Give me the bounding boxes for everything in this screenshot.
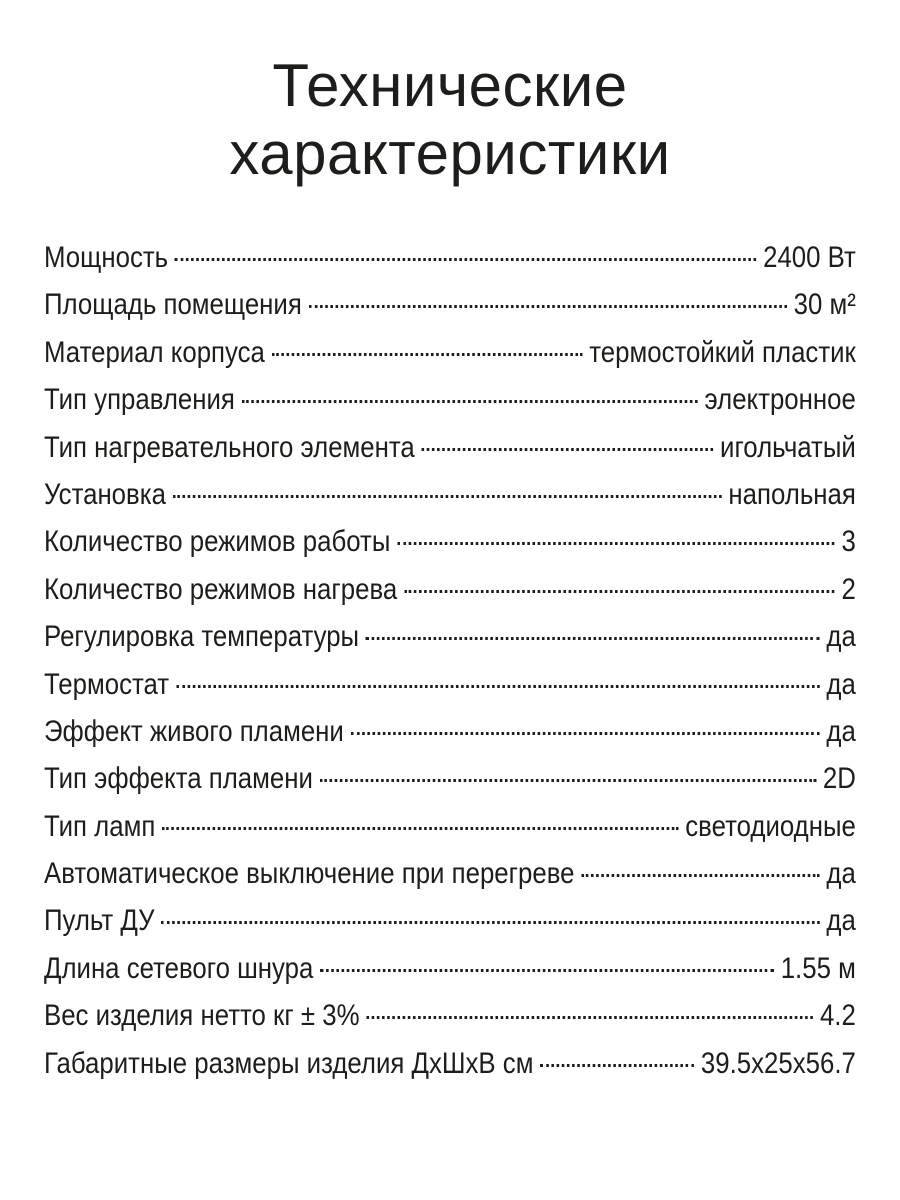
dot-leader xyxy=(320,779,816,782)
spec-row-live-flame-effect xyxy=(44,708,856,755)
spec-value: 2D xyxy=(822,762,856,796)
spec-label: Вес изделия нетто кг ± 3% xyxy=(44,999,360,1033)
dot-leader xyxy=(176,685,820,688)
spec-row-operating-modes xyxy=(44,518,856,565)
spec-row-thermostat xyxy=(44,661,856,708)
spec-value: 2400 Вт xyxy=(763,241,856,274)
spec-label: Количество режимов работы xyxy=(44,525,391,559)
page-title-line-2: характеристики xyxy=(229,120,671,187)
spec-label: Эффект живого пламени xyxy=(44,714,344,748)
spec-row-installation xyxy=(44,471,856,518)
spec-label: Установка xyxy=(44,477,166,511)
spec-row-control-type xyxy=(44,376,856,423)
spec-value: светодиодные xyxy=(685,809,856,843)
spec-label: Термостат xyxy=(44,667,170,701)
spec-row-cord-length xyxy=(44,945,856,992)
spec-label: Автоматическое выключение при перегреве xyxy=(44,857,575,891)
spec-value: да xyxy=(826,857,856,891)
spec-value: 3 xyxy=(841,525,856,559)
spec-label: Тип ламп xyxy=(44,809,156,843)
spec-row-net-weight xyxy=(44,992,856,1039)
spec-label: Материал корпуса xyxy=(44,335,265,369)
spec-value: да xyxy=(826,667,856,701)
spec-value: да xyxy=(826,714,856,748)
spec-row-dimensions xyxy=(44,1040,856,1087)
dot-leader xyxy=(162,827,678,830)
spec-row-lamp-type xyxy=(44,803,856,850)
spec-row-body-material xyxy=(44,329,856,376)
dot-leader xyxy=(540,1064,694,1067)
dot-leader xyxy=(366,1016,813,1019)
spec-value: электронное xyxy=(704,383,856,417)
spec-value: 1.55 м xyxy=(780,951,856,985)
dot-leader xyxy=(272,353,583,356)
spec-value: 4.2 xyxy=(819,999,856,1033)
spec-label: Регулировка температуры xyxy=(44,620,360,654)
spec-value: да xyxy=(826,904,856,938)
spec-list xyxy=(44,234,856,1087)
dot-leader xyxy=(173,495,722,498)
spec-row-overheat-shutoff xyxy=(44,850,856,897)
spec-value: напольная xyxy=(728,477,856,511)
spec-row-heating-modes xyxy=(44,566,856,613)
dot-leader xyxy=(397,542,834,545)
dot-leader xyxy=(404,590,834,593)
spec-label: Мощность xyxy=(44,241,169,274)
dot-leader xyxy=(581,874,819,877)
spec-value: 30 м² xyxy=(793,288,856,322)
spec-value: 39.5x25x56.7 xyxy=(700,1046,856,1080)
spec-label: Тип управления xyxy=(44,383,235,417)
dot-leader xyxy=(351,732,820,735)
spec-value: игольчатый xyxy=(720,430,856,464)
spec-value: термостойкий пластик xyxy=(589,335,856,369)
spec-label: Количество режимов нагрева xyxy=(44,572,398,606)
page-title-line-1: Технические xyxy=(272,52,628,119)
dot-leader xyxy=(309,305,787,308)
spec-label: Тип нагревательного элемента xyxy=(44,430,415,464)
dot-leader xyxy=(422,448,713,451)
dot-leader xyxy=(366,637,820,640)
dot-leader xyxy=(175,258,756,261)
spec-value: 2 xyxy=(841,572,856,606)
spec-row-remote-control xyxy=(44,897,856,944)
dot-leader xyxy=(242,400,698,403)
page-title xyxy=(0,52,900,188)
dot-leader xyxy=(320,969,774,972)
spec-label: Площадь помещения xyxy=(44,288,302,322)
spec-value: да xyxy=(826,620,856,654)
spec-row-heating-element xyxy=(44,424,856,471)
spec-row-flame-effect-type xyxy=(44,755,856,802)
spec-label: Габаритные размеры изделия ДхШхВ см xyxy=(44,1046,534,1080)
spec-label: Тип эффекта пламени xyxy=(44,762,313,796)
spec-row-temperature-control xyxy=(44,613,856,660)
spec-row-room-area xyxy=(44,281,856,328)
spec-label: Пульт ДУ xyxy=(44,904,155,938)
spec-row-power xyxy=(44,234,856,281)
spec-label: Длина сетевого шнура xyxy=(44,951,314,985)
dot-leader xyxy=(161,921,819,924)
